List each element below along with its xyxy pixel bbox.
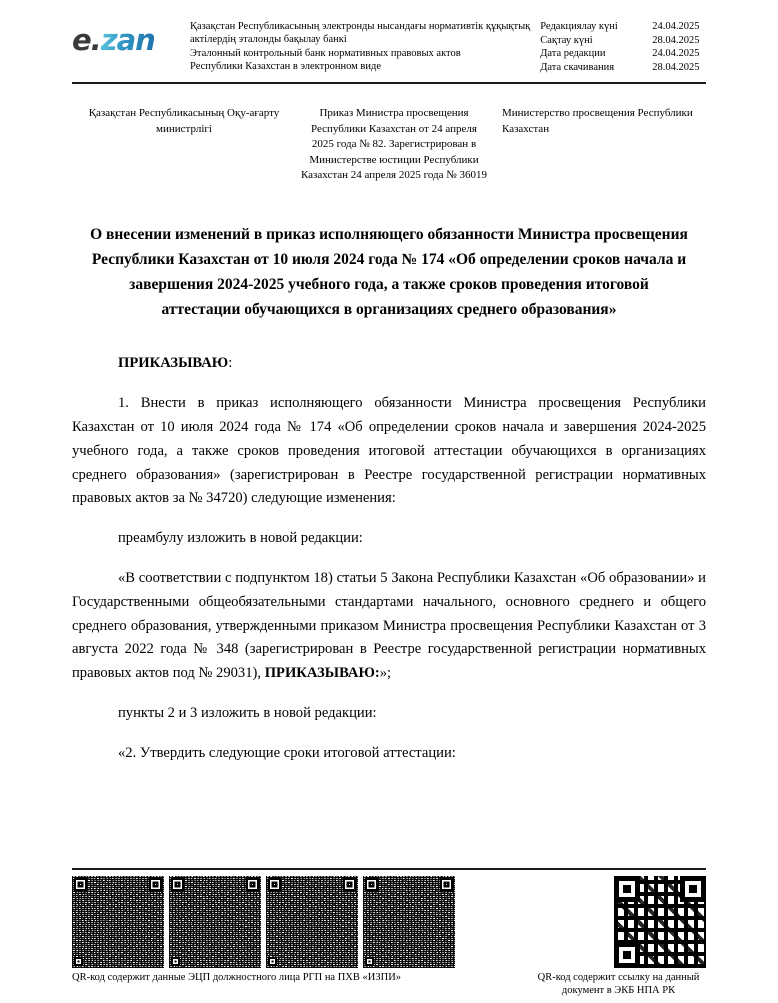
header-description-line-4: Республики Казахстан в электронном виде — [190, 61, 381, 73]
order-heading-bold: ПРИКАЗЫВАЮ — [118, 355, 229, 372]
body-paragraph-3-part2: »; — [379, 665, 392, 682]
qr-finder-icon — [680, 876, 706, 902]
body-paragraph-3 — [72, 567, 706, 686]
document-header — [72, 0, 706, 72]
qr-finder-icon — [365, 957, 374, 966]
body-paragraph-5: «2. Утвердить следующие сроки итоговой аттестации: — [118, 744, 456, 761]
signature-qr-code-1 — [72, 876, 164, 968]
signature-qr-code-4 — [363, 876, 455, 968]
header-description-line-3: Эталонный контрольный банк нормативных правовых актов — [190, 47, 461, 59]
header-description — [190, 18, 540, 74]
document-footer — [0, 868, 778, 1003]
date-label-edit-kk: Редакциялау күні — [540, 21, 618, 32]
date-row-edit-kk — [540, 20, 738, 34]
body-paragraph-3-part1: «В соответствии с подпунктом 18) статьи 5 Закона Республики Казахстан «Об образовании» и Государственными общеобязательными стандартами начального, основного среднего и общего среднего образования, утвержденными приказом Министра просвещения Республики Казахстан от 3 августа 2022 года № 348 (зарегистрирован в Реестре государственной регистрации нормативных правовых актов под № 29031), — [72, 569, 706, 682]
date-value-edit-kk: 24.04.2025 — [652, 21, 700, 32]
document-link-qr-code[interactable] — [614, 876, 706, 968]
qr-finder-icon — [74, 957, 83, 966]
meta-column-ministry-kk: Қазақстан Республикасының Оқу-ағарту министрлігі — [88, 107, 280, 135]
document-meta-columns — [72, 106, 706, 184]
signature-stamp-group — [72, 876, 455, 968]
footer-captions — [72, 971, 706, 998]
logo-text-zan: zan — [100, 23, 155, 57]
qr-finder-icon — [268, 957, 277, 966]
date-label-edit-ru: Дата редакции — [540, 48, 606, 60]
qr-finder-icon — [614, 876, 640, 902]
qr-finder-icon — [171, 957, 180, 966]
date-label-save-kk: Сақтау күні — [540, 34, 593, 46]
signature-qr-code-3 — [266, 876, 358, 968]
header-description-line-2: актілердің эталонды бақылау банкі — [190, 34, 347, 46]
header-date-block — [540, 18, 738, 75]
document-body — [72, 352, 706, 765]
date-row-save-kk — [540, 34, 738, 48]
date-row-download-ru — [540, 61, 738, 75]
footer-code-area — [72, 876, 706, 968]
logo-text-e: e. — [72, 23, 101, 57]
date-value-download-ru: 28.04.2025 — [652, 61, 700, 73]
footer-caption-link: QR-код содержит ссылку на данный документ в ЭКБ НПА РК — [537, 971, 700, 997]
order-heading — [72, 352, 706, 376]
ezan-logo — [72, 18, 190, 55]
date-row-edit-ru — [540, 47, 738, 61]
order-heading-colon: : — [228, 355, 233, 372]
header-divider — [72, 82, 706, 84]
body-paragraph-2: преамбулу изложить в новой редакции: — [118, 530, 363, 547]
body-paragraph-1: 1. Внести в приказ исполняющего обязанности Министра просвещения Республики Казахстан от 10 июля 2024 года № 174 «Об определении сроков начала и завершения 2024-2025 учебного года, а также сроков проведения итоговой аттестации обучающихся в организациях среднего образования» (зарегистрирован в Реестре государственной регистрации нормативных правовых актов за № 34720) следующие изменения: — [72, 395, 706, 507]
meta-column-ministry-ru: Министерство просвещения Республики Казахстан — [502, 107, 693, 135]
body-paragraph-3-bold: ПРИКАЗЫВАЮ: — [264, 665, 380, 682]
qr-finder-icon — [614, 942, 640, 968]
footer-caption-signature: QR-код содержит данные ЭЦП должностного лица РГП на ПХВ «ИЗПИ» — [72, 971, 402, 983]
date-value-edit-ru: 24.04.2025 — [652, 48, 700, 60]
header-description-line-1: Қазақстан Республикасының электронды нысандағы нормативтік құқықтық — [190, 21, 531, 32]
meta-column-order-info: Приказ Министра просвещения Республики Казахстан от 24 апреля 2025 года № 82. Зарегистрирован в Министерстве юстиции Республики Казахстан 24 апреля 2025 года № 36019 — [300, 107, 488, 182]
date-value-save-kk: 28.04.2025 — [652, 34, 700, 46]
footer-divider — [72, 868, 706, 870]
signature-qr-code-2 — [169, 876, 261, 968]
document-title: О внесении изменений в приказ исполняющего обязанности Министра просвещения Республики Казахстан от 10 июля 2024 года № 174 «Об определении сроков начала и завершения 2024-2025 учебного года, а также сроков проведения итоговой аттестации обучающихся в организациях среднего образования» — [90, 226, 688, 319]
body-paragraph-4: пункты 2 и 3 изложить в новой редакции: — [118, 704, 377, 721]
date-label-download-ru: Дата скачивания — [540, 61, 615, 73]
